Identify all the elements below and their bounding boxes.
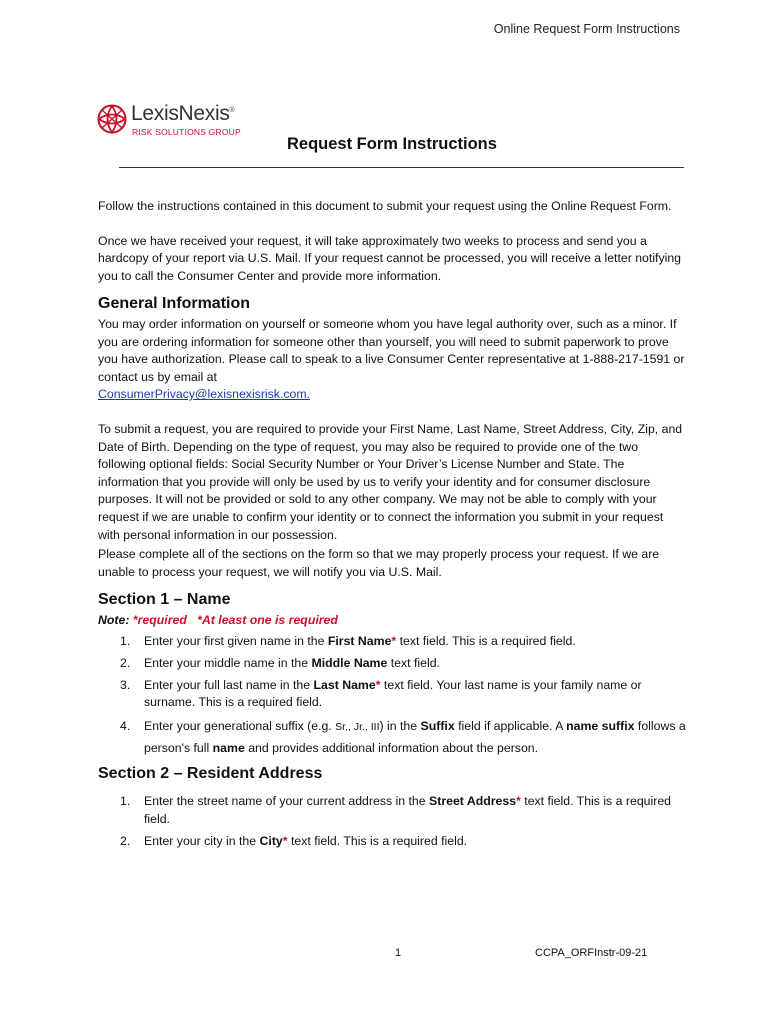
section-2-list [98,793,688,850]
list-item: 1. Enter the street name of your current address in the Street Address* text field. This is a required field. [120,794,671,827]
consumer-privacy-email-link[interactable]: ConsumerPrivacy@lexisnexisrisk.com. [98,387,311,402]
list-item: 4. Enter your generational suffix (e.g. Sr., Jr., III) in the Suffix field if applicable. A name suffix follows a person's full name and provides additional information about the person. [120,718,686,755]
general-information-heading: General Information [98,295,251,313]
section-1-heading: Section 1 – Name [98,591,231,609]
page-number: 1 [395,947,402,959]
document-code: CCPA_ORFInstr-09-21 [535,947,648,959]
document-title: Request Form Instructions [287,135,497,153]
general-paragraph-1: You may order information on yourself or someone whom you have legal authority over, such as a minor. If you are ordering information for someone other than yourself, you will need to submit paperwork to prove you have authorization. Please call to speak to a live Consumer Center representative at 1-888-217-1591 or contact us by email at ConsumerPrivacy@lexisnexisrisk.com. [98,316,685,402]
lexisnexis-knot-icon [97,104,127,134]
list-item: 2. Enter your middle name in the Middle Name text field. [120,656,440,671]
document-body [98,198,688,854]
title-divider [119,167,684,168]
section-2-heading: Section 2 – Resident Address [98,764,323,782]
logo-brand-text: LexisNexis® [131,102,235,125]
list-item: 2. Enter your city in the City* text field. This is a required field. [120,833,468,848]
required-note: Note: *required *At least one is required [98,612,338,627]
general-paragraph-2: To submit a request, you are required to provide your First Name, Last Name, Street Address, City, Zip, and Date of Birth. Depending on the type of request, you may also be required to provide one of the two following optional fields: Social Security Number or Your Driver’s License Number and State. The information that you provide will only be used by us to verify your identity and for consumer disclosure purposes. It will not be provided or sold to any other company. We may not be able to comply with your request if we are unable to confirm your identity or to connect the information you submit in your request with personal information in our possession. [98,421,683,542]
logo-group-text: RISK SOLUTIONS GROUP [132,127,241,137]
lexisnexis-logo [97,102,247,142]
intro-paragraph-1: Follow the instructions contained in this document to submit your request using the Online Request Form. [98,199,672,213]
intro-paragraph-2: Once we have received your request, it will take approximately two weeks to process and send you a hardcopy of your report via U.S. Mail. If your request cannot be processed, you will receive a letter notifying you to call the Consumer Center and provide more information. [98,233,682,283]
running-header: Online Request Form Instructions [493,22,680,36]
general-paragraph-3: Please complete all of the sections on the form so that we may properly process your request. If we are unable to process your request, we will notify you via U.S. Mail. [98,547,660,579]
list-item: 1. Enter your first given name in the First Name* text field. This is a required field. [120,634,576,649]
list-item: 3. Enter your full last name in the Last Name* text field. Your last name is your family name or surname. This is a required field. [120,677,642,710]
section-1-list [98,633,688,758]
